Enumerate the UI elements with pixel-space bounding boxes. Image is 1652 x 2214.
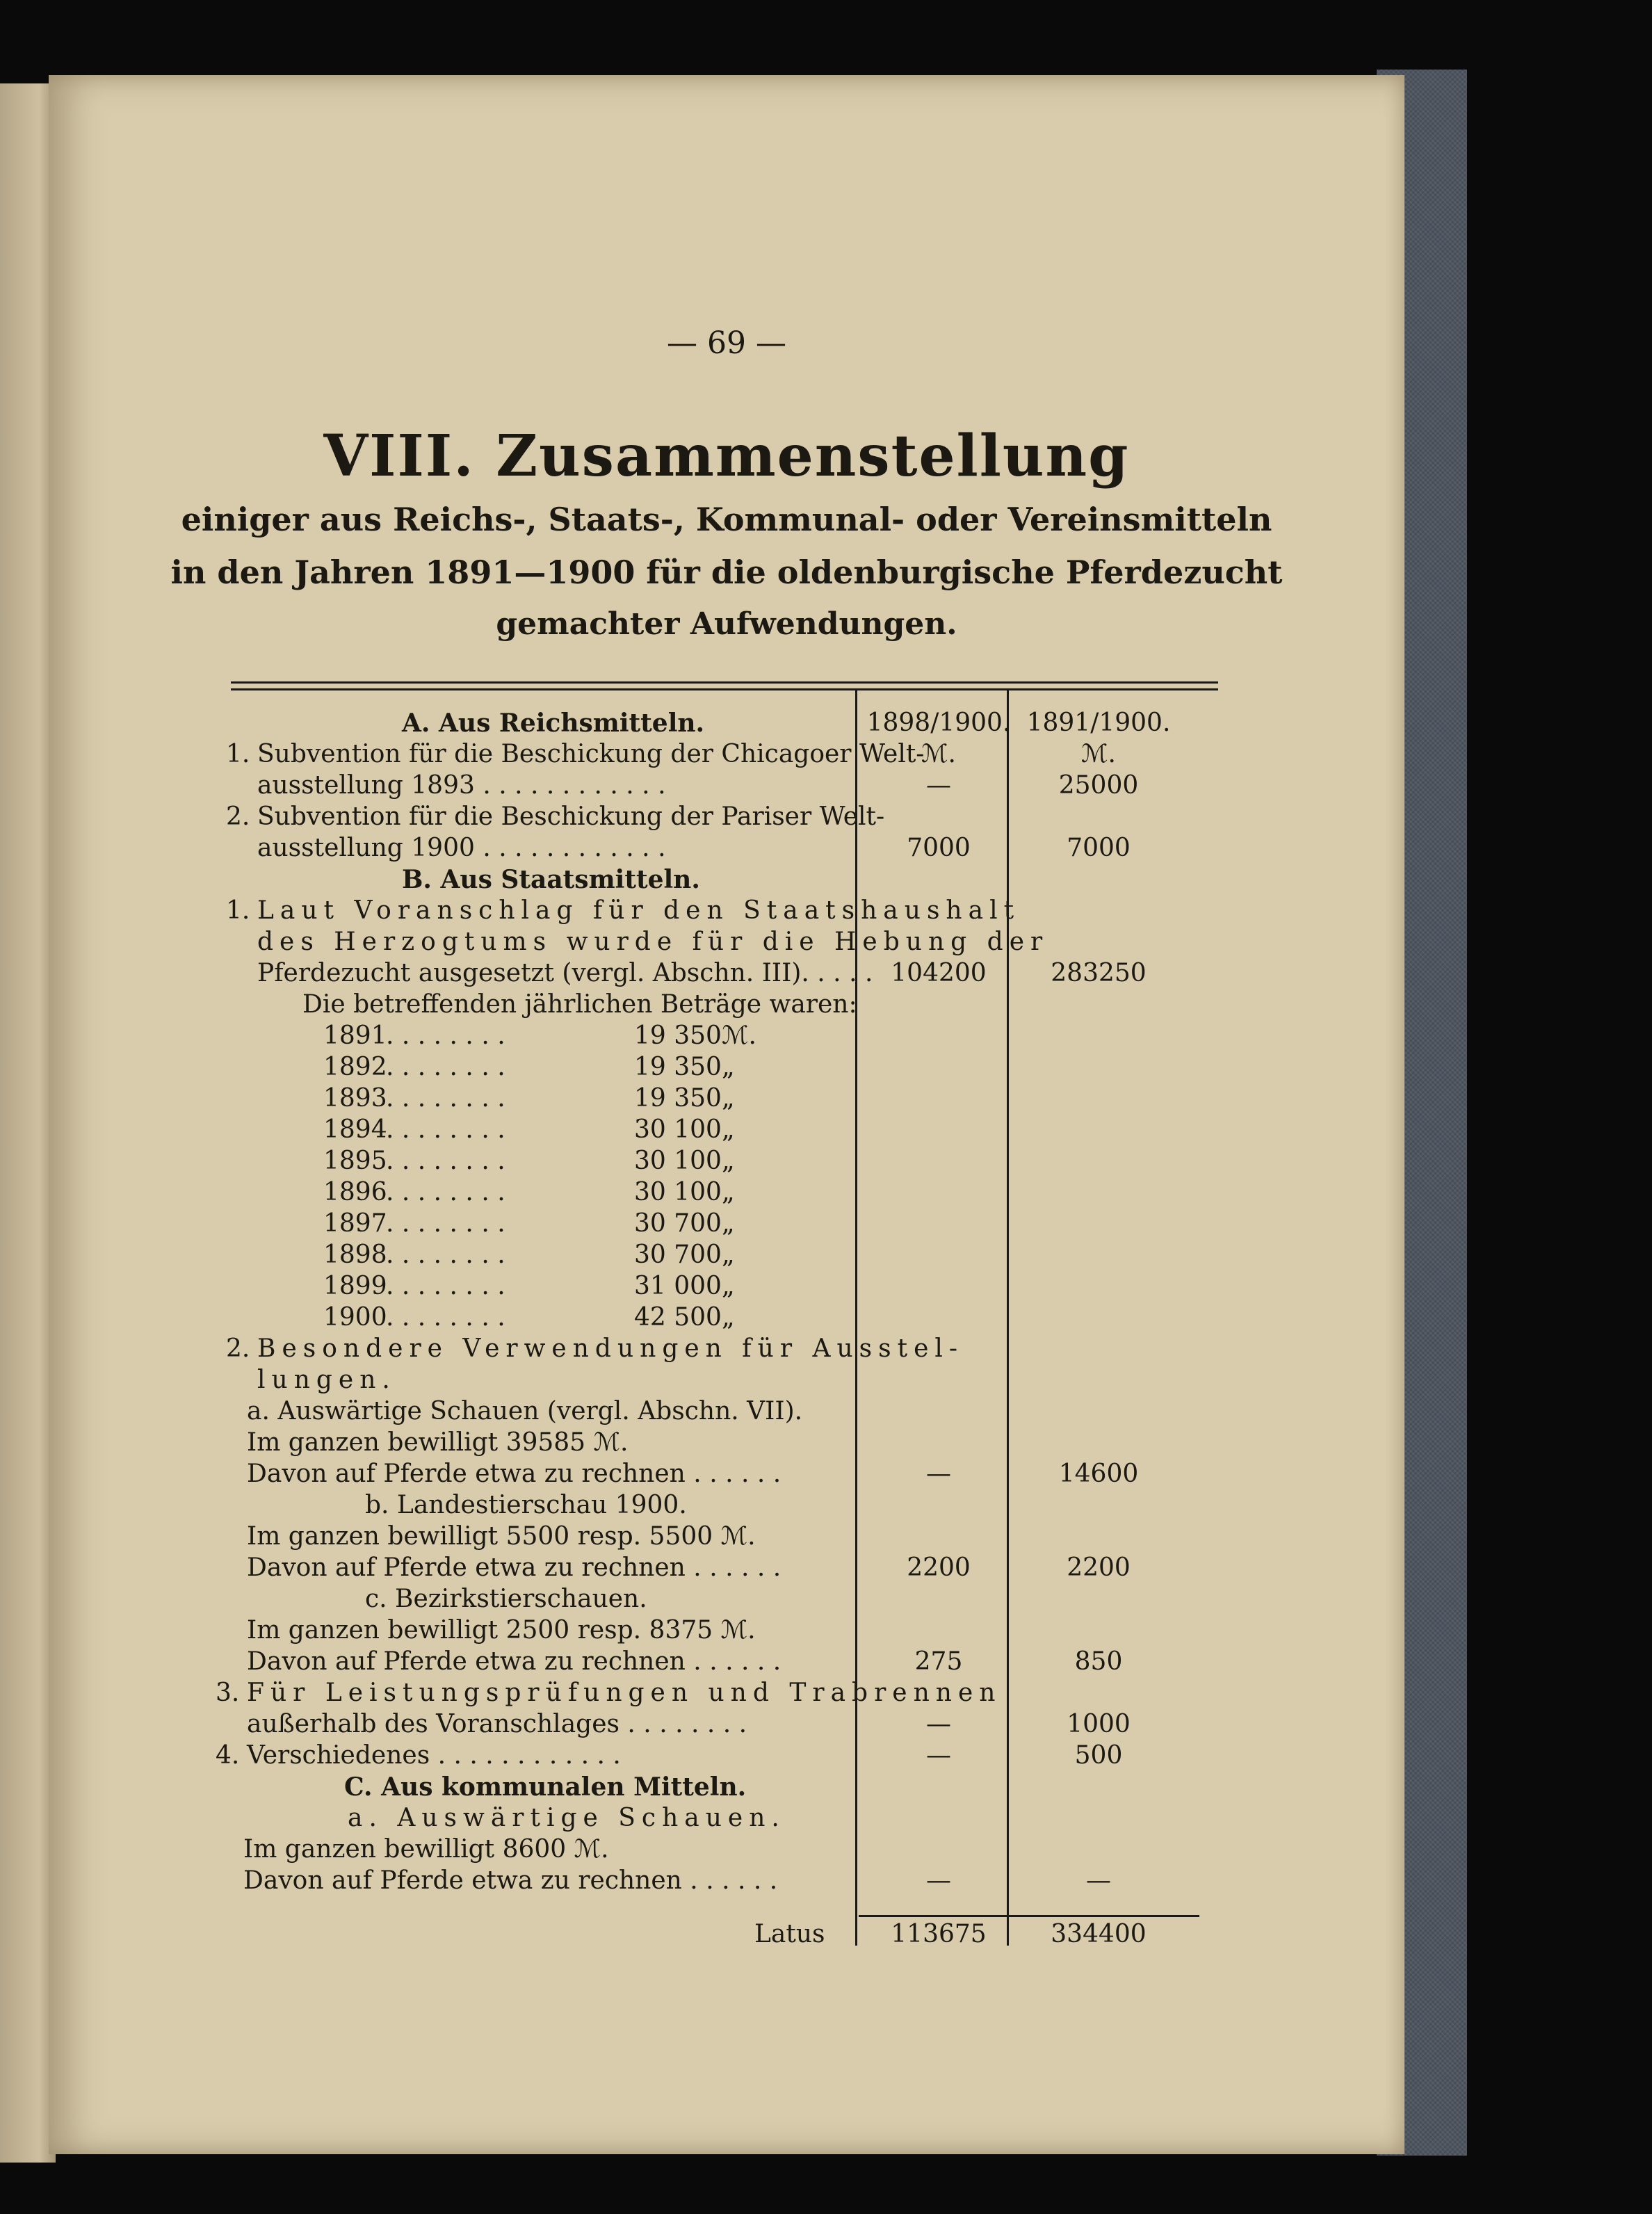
unit-label: ℳ. (1081, 740, 1116, 768)
amount: 42 500 (634, 1303, 722, 1332)
unit-label: „ (722, 1303, 735, 1332)
amount: 31 000 (634, 1272, 722, 1300)
item-text: Im ganzen bewilligt 8600 ℳ. (243, 1835, 609, 1864)
leader-dots: . . . . . . . . (386, 1147, 505, 1175)
section-b-heading: B. Aus Staatsmitteln. (402, 865, 700, 894)
item-text: Im ganzen bewilligt 39585 ℳ. (247, 1428, 629, 1457)
item-text: des Herzogtums wurde für die Hebung der (257, 928, 1049, 956)
leader-dots: . . . . . . . . (386, 1241, 505, 1269)
value-1891-1900: 500 (1074, 1741, 1123, 1770)
item-number: 4. (216, 1741, 240, 1770)
amount: 30 100 (634, 1115, 722, 1144)
item-text: Verschiedenes . . . . . . . . . . . . (247, 1741, 621, 1770)
value-1891-1900: 25000 (1058, 771, 1139, 800)
leader-dots: . . . . . . . . (386, 1084, 505, 1113)
value-1898-1900: — (926, 1460, 951, 1488)
unit-label: „ (722, 1272, 735, 1300)
unit-label: ℳ. (722, 1021, 756, 1050)
total-1891-1900: 334400 (1051, 1920, 1147, 1948)
item-text: Die betreffenden jährlichen Beträge waren: (302, 990, 857, 1019)
item-text: Im ganzen bewilligt 5500 resp. 5500 ℳ. (247, 1522, 756, 1551)
leader-dots: . . . . . . . . (386, 1021, 505, 1050)
leader-dots: . . . . . . . . (386, 1115, 505, 1144)
unit-label: „ (722, 1178, 735, 1206)
item-text: ausstellung 1900 . . . . . . . . . . . . (257, 834, 666, 862)
value-1898-1900: 7000 (907, 834, 971, 862)
facing-page-edge (0, 83, 56, 2163)
item-number: 2. (226, 802, 250, 831)
value-1891-1900: 14600 (1058, 1460, 1139, 1488)
item-text: Laut Voranschlag für den Staatshaushalt (257, 896, 1021, 925)
item-text: Davon auf Pferde etwa zu rechnen . . . . . . (247, 1647, 782, 1676)
value-1891-1900: 7000 (1067, 834, 1131, 862)
value-1898-1900: 104200 (891, 959, 987, 987)
amount: 19 350 (634, 1084, 722, 1113)
value-1898-1900: — (926, 771, 951, 800)
book-page (49, 75, 1404, 2154)
item-text: Pferdezucht ausgesetzt (vergl. Abschn. III). . . . . (257, 959, 873, 987)
subtitle-line-2: in den Jahren 1891—1900 für die oldenburgische Pferdezucht (170, 554, 1283, 591)
value-1898-1900: 2200 (907, 1553, 971, 1582)
unit-label: ℳ. (921, 740, 956, 768)
leader-dots: . . . . . . . . (386, 1303, 505, 1332)
amount: 30 100 (634, 1178, 722, 1206)
table-top-rule (231, 681, 1218, 684)
amount: 30 700 (634, 1209, 722, 1238)
amount: 19 350 (634, 1053, 722, 1081)
item-text: Subvention für die Beschickung der Chicagoer Welt- (257, 740, 925, 768)
column-header-1898-1900: 1898/1900. (866, 709, 1011, 737)
year: 1892 (323, 1053, 387, 1081)
page-title: VIII. Zusammenstellung (323, 423, 1130, 490)
item-text: Davon auf Pferde etwa zu rechnen . . . . . . (247, 1553, 782, 1582)
value-1898-1900: 275 (914, 1647, 963, 1676)
amount: 30 100 (634, 1147, 722, 1175)
value-1891-1900: — (1086, 1866, 1111, 1895)
item-text: Davon auf Pferde etwa zu rechnen . . . . . . (243, 1866, 778, 1895)
year: 1894 (323, 1115, 387, 1144)
leader-dots: . . . . . . . . (386, 1178, 505, 1206)
item-text: Besondere Verwendungen für Ausstel- (257, 1334, 964, 1363)
leader-dots: . . . . . . . . (386, 1209, 505, 1238)
table-top-rule-2 (231, 688, 1218, 690)
year: 1898 (323, 1241, 387, 1269)
page-number: — 69 — (667, 325, 786, 361)
year: 1895 (323, 1147, 387, 1175)
year: 1891 (323, 1021, 387, 1050)
value-1898-1900: — (926, 1741, 951, 1770)
unit-label: „ (722, 1241, 735, 1269)
amount: 30 700 (634, 1241, 722, 1269)
item-text: Subvention für die Beschickung der Pariser Welt- (257, 802, 885, 831)
subitem-heading: b. Landestierschau 1900. (365, 1491, 687, 1519)
item-number: 2. (226, 1334, 250, 1363)
subitem-heading: a. Auswärtige Schauen (vergl. Abschn. VII). (247, 1397, 803, 1425)
year: 1900 (323, 1303, 387, 1332)
item-text: Im ganzen bewilligt 2500 resp. 8375 ℳ. (247, 1616, 756, 1645)
total-1898-1900: 113675 (891, 1920, 987, 1948)
item-number: 1. (226, 896, 250, 925)
subtitle-line-1: einiger aus Reichs-, Staats-, Kommunal- oder Vereinsmitteln (181, 501, 1272, 538)
value-1891-1900: 850 (1074, 1647, 1123, 1676)
unit-label: „ (722, 1084, 735, 1113)
year: 1893 (323, 1084, 387, 1113)
value-1891-1900: 283250 (1051, 959, 1147, 987)
amount: 19 350 (634, 1021, 722, 1050)
column-header-1891-1900: 1891/1900. (1026, 709, 1171, 737)
leader-dots: . . . . . . . . (386, 1053, 505, 1081)
total-rule (859, 1915, 1199, 1917)
subitem-heading: c. Bezirkstierschauen. (365, 1585, 647, 1613)
unit-label: „ (722, 1147, 735, 1175)
subtitle-line-3: gemachter Aufwendungen. (496, 606, 957, 642)
subitem-heading: a. Auswärtige Schauen. (348, 1804, 786, 1832)
value-1891-1900: 1000 (1067, 1710, 1131, 1738)
value-1898-1900: — (926, 1710, 951, 1738)
item-number: 3. (216, 1679, 240, 1707)
year: 1896 (323, 1178, 387, 1206)
item-number: 1. (226, 740, 250, 768)
section-c-heading: C. Aus kommunalen Mitteln. (344, 1772, 747, 1802)
item-text: Davon auf Pferde etwa zu rechnen . . . . . . (247, 1460, 782, 1488)
year: 1899 (323, 1272, 387, 1300)
unit-label: „ (722, 1053, 735, 1081)
item-text: außerhalb des Voranschlages . . . . . . . . (247, 1710, 747, 1738)
unit-label: „ (722, 1115, 735, 1144)
total-label: Latus (754, 1920, 825, 1948)
section-a-heading: A. Aus Reichsmitteln. (402, 709, 705, 738)
item-text: lungen. (257, 1366, 396, 1394)
item-text: ausstellung 1893 . . . . . . . . . . . . (257, 771, 666, 800)
value-1891-1900: 2200 (1067, 1553, 1131, 1582)
value-1898-1900: — (926, 1866, 951, 1895)
leader-dots: . . . . . . . . (386, 1272, 505, 1300)
unit-label: „ (722, 1209, 735, 1238)
year: 1897 (323, 1209, 387, 1238)
item-text: Für Leistungsprüfungen und Trabrennen (247, 1679, 1002, 1707)
